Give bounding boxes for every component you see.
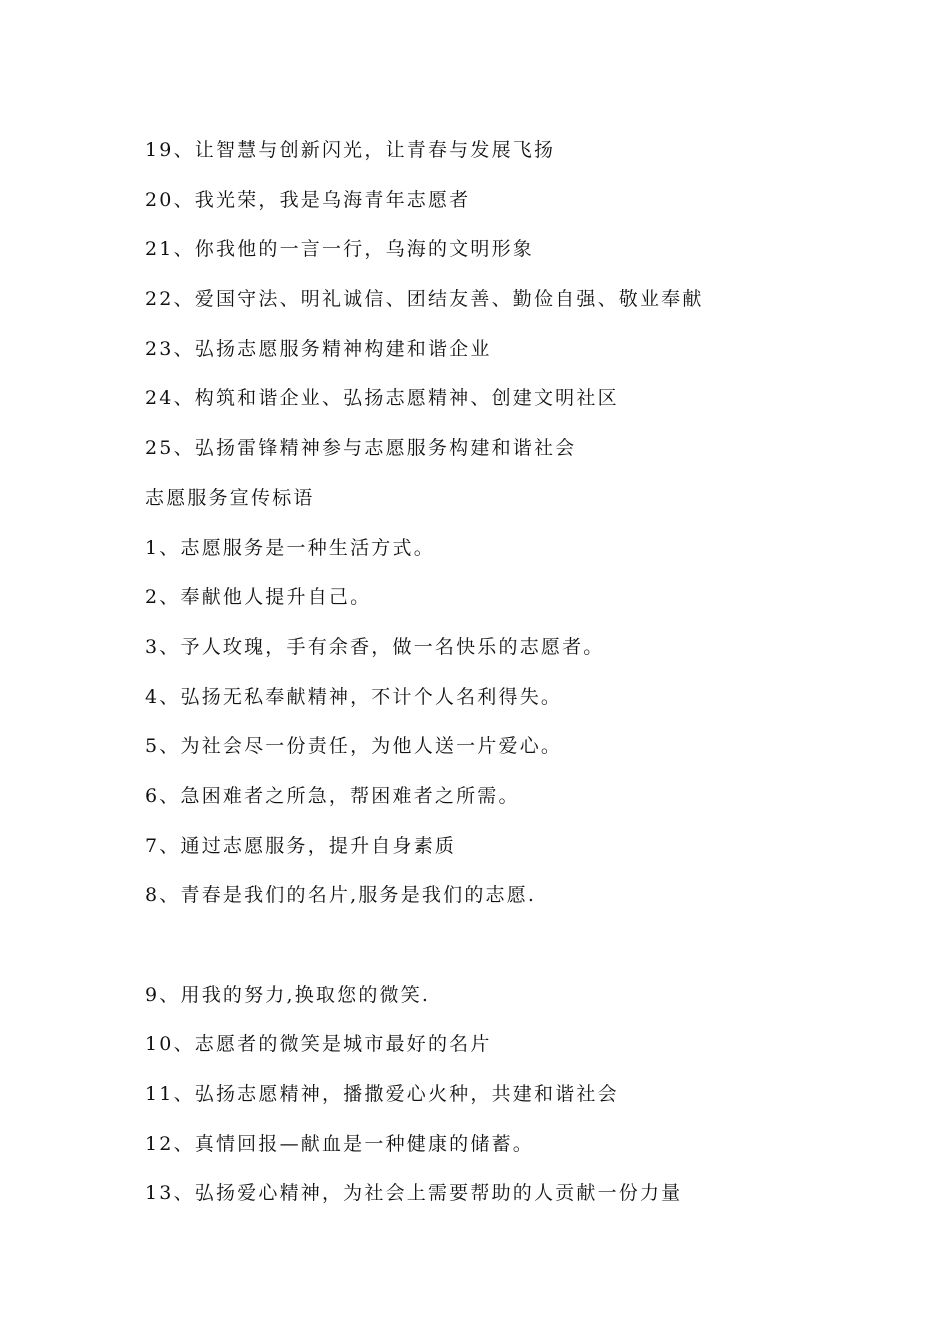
text-line: 2、奉献他人提升自己。 xyxy=(145,586,372,609)
text-line: 10、志愿者的微笑是城市最好的名片 xyxy=(145,1033,492,1056)
text-line: 24、构筑和谐企业、弘扬志愿精神、创建文明社区 xyxy=(145,387,619,410)
text-line: 21、你我他的一言一行，乌海的文明形象 xyxy=(145,238,534,261)
text-line: 8、青春是我们的名片,服务是我们的志愿. xyxy=(145,884,537,907)
text-line: 11、弘扬志愿精神，播撒爱心火种，共建和谐社会 xyxy=(145,1083,619,1106)
text-line: 1、志愿服务是一种生活方式。 xyxy=(145,536,435,559)
text-line: 5、为社会尽一份责任，为他人送一片爱心。 xyxy=(145,735,563,758)
text-line: 22、爱国守法、明礼诚信、团结友善、勤俭自强、敬业奉献 xyxy=(145,288,704,311)
section-heading: 志愿服务宣传标语 xyxy=(145,486,315,509)
text-line: 25、弘扬雷锋精神参与志愿服务构建和谐社会 xyxy=(145,437,577,460)
text-line: 9、用我的努力,换取您的微笑. xyxy=(145,983,431,1006)
document-body xyxy=(145,136,905,1229)
text-line: 13、弘扬爱心精神，为社会上需要帮助的人贡献一份力量 xyxy=(145,1182,683,1205)
text-line: 23、弘扬志愿服务精神构建和谐企业 xyxy=(145,337,492,360)
paragraph-gap xyxy=(145,931,905,981)
text-line: 12、真情回报—献血是一种健康的储蓄。 xyxy=(145,1132,534,1155)
text-line: 3、予人玫瑰，手有余香，做一名快乐的志愿者。 xyxy=(145,635,605,658)
text-line: 20、我光荣，我是乌海青年志愿者 xyxy=(145,188,471,211)
text-line: 6、急困难者之所急，帮困难者之所需。 xyxy=(145,784,520,807)
text-line: 4、弘扬无私奉献精神，不计个人名利得失。 xyxy=(145,685,563,708)
text-line: 19、让智慧与创新闪光，让青春与发展飞扬 xyxy=(145,139,556,161)
text-line: 7、通过志愿服务，提升自身素质 xyxy=(145,834,457,857)
